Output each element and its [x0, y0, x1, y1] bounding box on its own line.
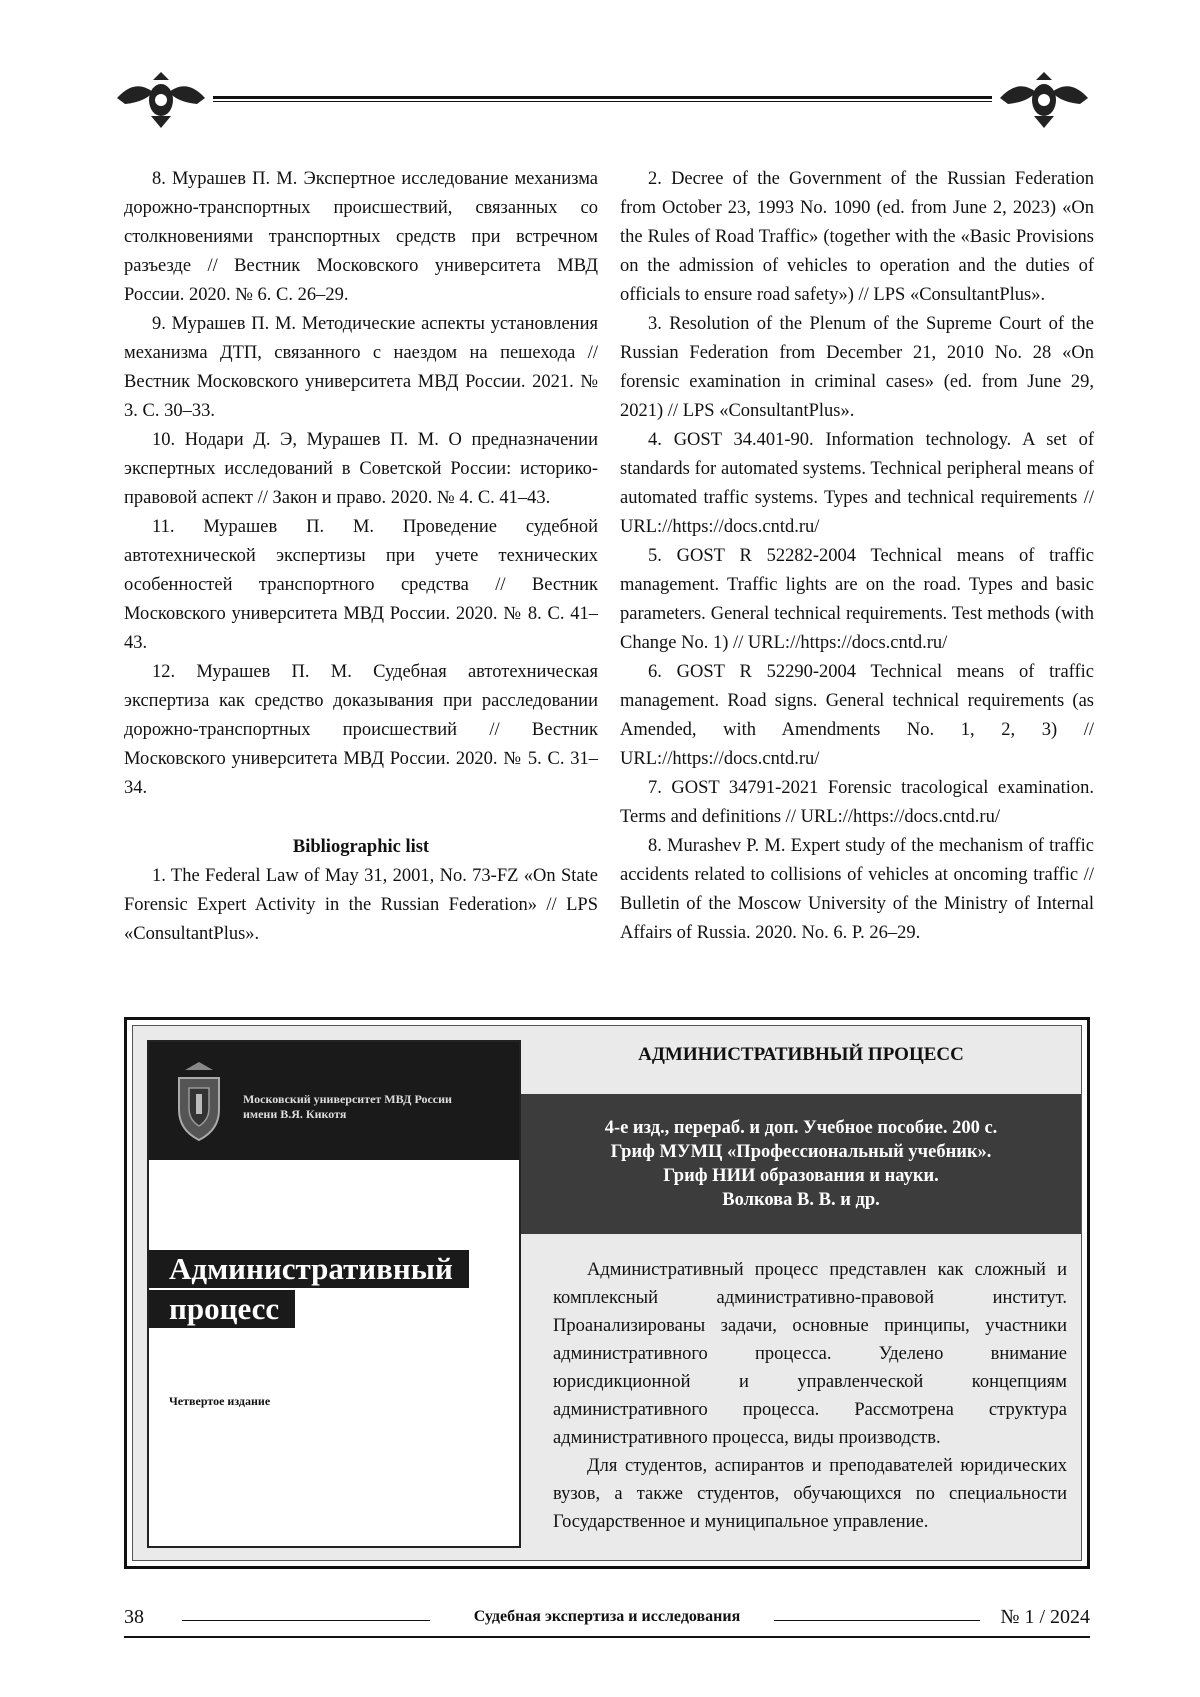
- advertisement-info: [521, 1094, 1081, 1234]
- article-columns: [124, 165, 1094, 985]
- advertisement-title: АДМИНИСТРАТИВНЫЙ ПРОЦЕСС: [521, 1026, 1081, 1084]
- cover-header: [149, 1042, 519, 1160]
- reference-item: 9. Мурашев П. М. Методические аспекты установления механизма ДТП, связанного с наездом на пешехода // Вестник Московского университета МВД России. 2021. № 3. С. 30–33.: [124, 314, 598, 421]
- journal-title: Судебная экспертиза и исследования: [124, 1608, 1090, 1626]
- reference-item: 3. Resolution of the Plenum of the Supreme Court of the Russian Federation from December 21, 2010 No. 28 «On forensic examination in criminal cases» (ed. from June 29, 2021) // LPS «ConsultantPlus».: [620, 314, 1094, 421]
- cover-title-line: процесс: [149, 1290, 295, 1328]
- reference-item: 4. GOST 34.401-90. Information technology. A set of standards for automated systems. Technical peripheral means of automated traffic systems. Types and technical requirements // URL://https://docs.cntd.ru/: [620, 430, 1094, 537]
- reference-item: 2. Decree of the Government of the Russian Federation from October 23, 1993 No. 1090 (ed. from June 2, 2023) «On the Rules of Road Traffic» (together with the «Basic Provisions on the admission of vehicles to operation and the duties of officials to ensure road safety») // LPS «ConsultantPlus».: [620, 169, 1094, 305]
- reference-item: 8. Murashev P. M. Expert study of the mechanism of traffic accidents related to collisions of vehicles at oncoming traffic // Bulletin of the Moscow University of the Ministry of Internal Affairs of Russia. 2020. No. 6. P. 26–29.: [620, 836, 1094, 943]
- info-line: 4-е изд., перераб. и доп. Учебное пособие. 200 с.: [604, 1118, 998, 1138]
- right-column: [620, 165, 1094, 948]
- advertisement-inner: [132, 1025, 1082, 1561]
- cover-university-name: Московский университет МВД России имени В.Я. Кикотя: [243, 1092, 452, 1121]
- reference-item: 1. The Federal Law of May 31, 2001, No. 73-FZ «On State Forensic Expert Activity in the Russian Federation» // LPS «ConsultantPlus».: [124, 866, 598, 944]
- footer-divider: [774, 1620, 980, 1621]
- reference-item: 11. Мурашев П. М. Проведение судебной автотехнической экспертизы при учете технических особенностей транспортного средства // Вестник Московского университета МВД России. 2020. № 8. С. 41–43.: [124, 517, 598, 653]
- footer-rule: [124, 1636, 1090, 1638]
- description-paragraph: Административный процесс представлен как сложный и комплексный административно-правовой институт. Проанализированы задачи, основные принципы, участники административного процесса. Уделено внимание юрисдикционной и управленческой концепциям административного процесса. Рассмотрена структура административного процесса, виды производств.: [553, 1260, 1067, 1448]
- reference-item: 8. Мурашев П. М. Экспертное исследование механизма дорожно-транспортных происшествий, связанных со столкновениями транспортных средств при встречном разъезде // Вестник Московского университета МВД России. 2020. № 6. С. 26–29.: [124, 169, 598, 305]
- info-line: Гриф МУМЦ «Профессиональный учебник».: [610, 1142, 992, 1162]
- reference-item: 7. GOST 34791-2021 Forensic tracological examination. Terms and definitions // URL://https://docs.cntd.ru/: [620, 778, 1094, 827]
- left-column: [124, 165, 598, 949]
- page-number: 38: [124, 1606, 144, 1628]
- cover-title-line: Административный: [149, 1250, 469, 1288]
- info-line: Волкова В. В. и др.: [722, 1190, 880, 1210]
- double-headed-eagle-icon: [115, 68, 207, 130]
- reference-item: 6. GOST R 52290-2004 Technical means of traffic management. Road signs. General technical requirements (as Amended, with Amendments No. 1, 2, 3) // URL://https://docs.cntd.ru/: [620, 662, 1094, 769]
- cover-title: [149, 1250, 469, 1330]
- university-shield-icon: [171, 1060, 227, 1142]
- advertisement-description: [553, 1256, 1067, 1536]
- page-header: [115, 68, 1090, 130]
- reference-item: 12. Мурашев П. М. Судебная автотехническая экспертиза как средство доказывания при расследовании дорожно-транспортных происшествий // Вестник Московского университета МВД России. 2020. № 5. С. 31–34.: [124, 662, 598, 798]
- bibliographic-list-heading: Bibliographic list: [292, 837, 430, 857]
- description-paragraph: Для студентов, аспирантов и преподавателей юридических вузов, а также студентов, обучающихся по специальности Государственное и муниципальное управление.: [553, 1456, 1067, 1532]
- cover-edition: Четвертое издание: [169, 1394, 271, 1408]
- book-cover: [147, 1040, 521, 1548]
- book-advertisement: [124, 1017, 1090, 1569]
- double-headed-eagle-icon: [998, 68, 1090, 130]
- page-footer: [124, 1606, 1090, 1656]
- header-rule: [213, 96, 992, 102]
- footer-row: [124, 1606, 1090, 1632]
- reference-item: 10. Нодари Д. Э, Мурашев П. М. О предназначении экспертных исследований в Советской России: историко-правовой аспект // Закон и право. 2020. № 4. С. 41–43.: [124, 430, 598, 508]
- reference-item: 5. GOST R 52282-2004 Technical means of traffic management. Traffic lights are on the road. Types and basic parameters. General technical requirements. Test methods (with Change No. 1) // URL://https://docs.cntd.ru/: [620, 546, 1094, 653]
- issue-number: № 1 / 2024: [1000, 1606, 1090, 1628]
- info-line: Гриф НИИ образования и науки.: [663, 1166, 939, 1186]
